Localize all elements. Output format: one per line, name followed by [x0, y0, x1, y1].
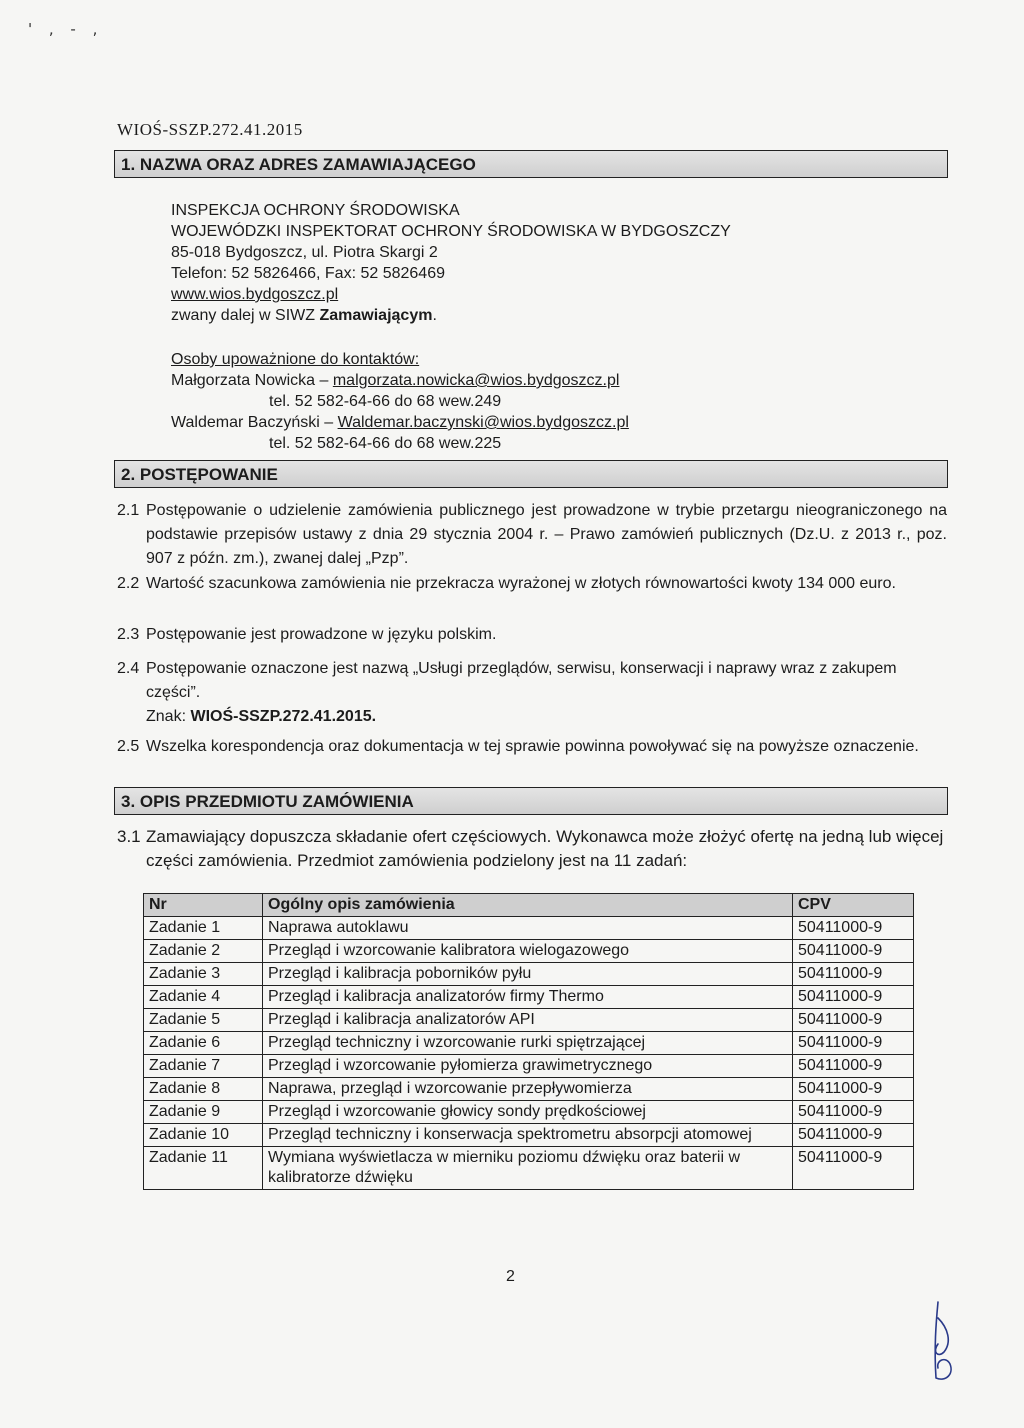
table-row — [144, 1101, 914, 1124]
cell-description: Przegląd i kalibracja analizatorów firmy Thermo — [263, 986, 793, 1009]
cell-nr: Zadanie 7 — [144, 1055, 263, 1078]
contracting-authority-block — [171, 200, 731, 326]
header-cpv: CPV — [793, 894, 914, 917]
signature-initials — [924, 1298, 964, 1388]
table-row — [144, 1055, 914, 1078]
cell-nr: Zadanie 5 — [144, 1009, 263, 1032]
cell-nr: Zadanie 2 — [144, 940, 263, 963]
table-row — [144, 917, 914, 940]
cell-nr: Zadanie 9 — [144, 1101, 263, 1124]
contact-1-name: Małgorzata Nowicka – — [171, 372, 333, 389]
paragraph-2-4 — [117, 657, 947, 729]
paragraph-number: 2.1 — [117, 502, 140, 519]
paragraph-number: 2.3 — [117, 626, 140, 643]
paragraph-2-1 — [117, 499, 947, 571]
cell-description: Przegląd i wzorcowanie głowicy sondy prędkościowej — [263, 1101, 793, 1124]
cell-nr: Zadanie 10 — [144, 1124, 263, 1147]
paragraph-number: 3.1 — [117, 827, 141, 846]
authority-line-2: WOJEWÓDZKI INSPEKTORAT OCHRONY ŚRODOWISKA W BYDGOSZCZY — [171, 223, 731, 240]
paragraph-text: Zamawiający dopuszcza składanie ofert częściowych. Wykonawca może złożyć ofertę na jedną lub więcej części zamówienia. Przedmiot zamówienia podzielony jest na 11 zadań: — [146, 827, 944, 870]
paragraph-number: 2.5 — [117, 738, 140, 755]
cell-nr: Zadanie 6 — [144, 1032, 263, 1055]
paragraph-text: Wartość szacunkowa zamówienia nie przekracza wyrażonej w złotych równowartości kwoty 134 000 euro. — [146, 575, 896, 592]
cell-description: Przegląd i kalibracja analizatorów API — [263, 1009, 793, 1032]
paragraph-3-1 — [117, 825, 947, 873]
cell-cpv: 50411000-9 — [793, 940, 914, 963]
section-1-header: 1. NAZWA ORAZ ADRES ZAMAWIAJĄCEGO — [114, 150, 948, 178]
cell-cpv: 50411000-9 — [793, 986, 914, 1009]
cell-cpv: 50411000-9 — [793, 1009, 914, 1032]
table-header-row — [144, 894, 914, 917]
paragraph-2-5 — [117, 733, 947, 760]
cell-nr: Zadanie 1 — [144, 917, 263, 940]
called-suffix: . — [432, 307, 437, 324]
document-reference: WIOŚ-SSZP.272.41.2015 — [117, 120, 303, 139]
paragraph-sign — [146, 705, 947, 729]
section-2-header: 2. POSTĘPOWANIE — [114, 460, 948, 488]
cell-description: Przegląd techniczny i konserwacja spektrometru absorpcji atomowej — [263, 1124, 793, 1147]
called-bold: Zamawiającym — [319, 307, 433, 324]
cell-cpv: 50411000-9 — [793, 1055, 914, 1078]
table-row — [144, 940, 914, 963]
website-link[interactable]: www.wios.bydgoszcz.pl — [171, 286, 339, 303]
cell-cpv: 50411000-9 — [793, 963, 914, 986]
cell-description: Naprawa autoklawu — [263, 917, 793, 940]
cell-cpv: 50411000-9 — [793, 1078, 914, 1101]
table-row — [144, 986, 914, 1009]
paragraph-2-2 — [117, 572, 947, 596]
contacts-block — [171, 349, 629, 454]
cell-description: Wymiana wyświetlacza w mierniku poziomu dźwięku oraz baterii w kalibratorze dźwięku — [263, 1147, 793, 1190]
sign-value: WIOŚ-SSZP.272.41.2015. — [190, 708, 377, 725]
cell-nr: Zadanie 3 — [144, 963, 263, 986]
sign-label: Znak: — [146, 708, 191, 725]
scan-marks: ' , - , — [28, 20, 104, 38]
contact-1-tel: tel. 52 582-64-66 do 68 wew.249 — [269, 393, 502, 410]
cell-description: Naprawa, przegląd i wzorcowanie przepływomierza — [263, 1078, 793, 1101]
contact-1-email[interactable]: malgorzata.nowicka@wios.bydgoszcz.pl — [332, 372, 620, 389]
paragraph-text: Postępowanie jest prowadzone w języku polskim. — [146, 626, 497, 643]
table-row — [144, 1147, 914, 1190]
contact-2-email[interactable]: Waldemar.baczynski@wios.bydgoszcz.pl — [337, 414, 629, 431]
paragraph-number: 2.4 — [117, 660, 140, 677]
section-3-header: 3. OPIS PRZEDMIOTU ZAMÓWIENIA — [114, 787, 948, 815]
cell-description: Przegląd i wzorcowanie kalibratora wielogazowego — [263, 940, 793, 963]
cell-description: Przegląd i wzorcowanie pyłomierza grawimetrycznego — [263, 1055, 793, 1078]
authority-line-1: INSPEKCJA OCHRONY ŚRODOWISKA — [171, 202, 460, 219]
contact-2-name: Waldemar Baczyński – — [171, 414, 338, 431]
tasks-table — [143, 893, 914, 1190]
header-description: Ogólny opis zamówienia — [263, 894, 793, 917]
cell-cpv: 50411000-9 — [793, 1101, 914, 1124]
cell-nr: Zadanie 11 — [144, 1147, 263, 1190]
cell-cpv: 50411000-9 — [793, 1147, 914, 1190]
called-line — [171, 305, 731, 326]
cell-description: Przegląd techniczny i wzorcowanie rurki spiętrzającej — [263, 1032, 793, 1055]
table-row — [144, 1032, 914, 1055]
cell-cpv: 50411000-9 — [793, 1032, 914, 1055]
table-row — [144, 1124, 914, 1147]
authority-phone-fax: Telefon: 52 5826466, Fax: 52 5826469 — [171, 265, 445, 282]
table-row — [144, 963, 914, 986]
cell-cpv: 50411000-9 — [793, 917, 914, 940]
table-row — [144, 1078, 914, 1101]
cell-nr: Zadanie 4 — [144, 986, 263, 1009]
cell-cpv: 50411000-9 — [793, 1124, 914, 1147]
called-prefix: zwany dalej w SIWZ — [171, 307, 320, 324]
table-row — [144, 1009, 914, 1032]
cell-nr: Zadanie 8 — [144, 1078, 263, 1101]
authority-address: 85-018 Bydgoszcz, ul. Piotra Skargi 2 — [171, 244, 438, 261]
header-nr: Nr — [144, 894, 263, 917]
contact-2-tel: tel. 52 582-64-66 do 68 wew.225 — [269, 435, 502, 452]
paragraph-2-3 — [117, 623, 947, 647]
paragraph-text: Postępowanie o udzielenie zamówienia publicznego jest prowadzone w trybie przetargu nieograniczonego na podstawie przepisów ustawy z dnia 29 stycznia 2004 r. – Prawo zamówień publicznych (Dz.U. z 2013 r., poz. 907 z późn. zm.), zwanej dalej „Pzp”. — [146, 502, 947, 567]
cell-description: Przegląd i kalibracja poborników pyłu — [263, 963, 793, 986]
paragraph-text: Wszelka korespondencja oraz dokumentacja w tej sprawie powinna powoływać się na powyższe oznaczenie. — [146, 738, 919, 755]
paragraph-number: 2.2 — [117, 575, 140, 592]
paragraph-text: Postępowanie oznaczone jest nazwą „Usługi przeglądów, serwisu, konserwacji i naprawy wraz z zakupem części”. — [146, 660, 897, 701]
contacts-title: Osoby upoważnione do kontaktów: — [171, 351, 420, 368]
page-number: 2 — [506, 1268, 515, 1285]
